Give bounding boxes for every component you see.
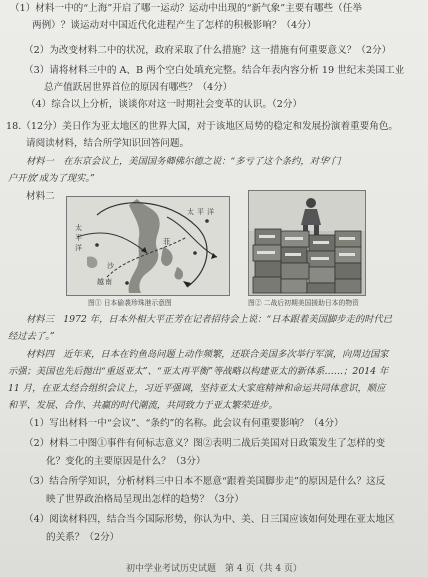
map-label: 太	[187, 208, 194, 216]
text-line: 18.（12分）美日作为亚太地区的世界大国，对于该地区局势的稳定和发展扮演着重要角色。	[6, 121, 399, 132]
text-line: （4）阅读材料四，结合当今国际形势，你认为中、美、日三国应该如何处理在亚太地区	[24, 514, 395, 525]
text-line: 户开放’成为了现实。”	[8, 173, 95, 184]
page-footer: 初中学业考试历史试题 第 4 页（共 4 页）	[126, 564, 302, 574]
text-line: （3）请将材料三中的 A、B 两个空白处填充完整。结合年表内容分析 19 世纪末美国工业	[24, 65, 405, 76]
text-line: （3）结合所学知识，分析材料三中日本不愿意“跟着美国脚步走”的原因是什么？这反	[24, 476, 386, 487]
map-label: 洋	[207, 208, 214, 216]
text-line: 的关系？（2分）	[46, 532, 120, 543]
figure-2-caption: 图② 二战后初期美国援助日本的物资	[248, 299, 359, 307]
text-line: 材料三 1972 年，日本外相大平正芳在记者招待会上说：“日本跟着美国脚步走的时代已	[26, 314, 393, 325]
map-label: 平	[197, 208, 204, 216]
text-line: 示强；美国也先后抛出“重返亚太”、“亚太再平衡”等战略以构建亚太的新体系……；2014 年	[8, 366, 389, 377]
text-line: （2）材料二中图①事件有何标志意义？图②表明二战后美国对日政策发生了怎样的变	[24, 438, 386, 449]
text-line: 映了世界政治格局呈现出怎样的趋势？（3分）	[46, 494, 244, 505]
map-label: 菲	[163, 238, 170, 246]
text-line: 材料四 近年来，日本在钓鱼岛问题上动作频繁，还联合美国多次举行军演，向周边国家	[26, 349, 389, 360]
figure-2-photo	[248, 190, 366, 296]
map-illustration	[67, 197, 229, 295]
text-line: （4）综合以上分析，谈谈你对这一时期社会变革的认识。（2分）	[26, 99, 303, 110]
map-label: 平	[75, 234, 82, 242]
text-line: 和平、发展、合作、共赢的时代潮流，共同致力于亚太繁荣进步。	[8, 400, 278, 411]
text-line: 材料一 在东京会议上，美国国务卿佛尔德之说：“多亏了这个条约，对华‘门	[26, 156, 341, 167]
map-label: 越	[97, 278, 104, 286]
text-line: 化？变化的主要原因是什么？（3分）	[46, 456, 206, 467]
text-line: 请阅读材料，结合所学知识回答问题。	[26, 138, 190, 149]
map-label: 洋	[75, 244, 82, 252]
map-label: 南	[105, 278, 112, 286]
figure-1-map	[66, 196, 230, 296]
photo-illustration	[249, 191, 365, 295]
map-label: 太	[75, 224, 82, 232]
text-line: （1）写出材料一中“会议”、“条约”的名称。此会议有何重要影响？（4分）	[24, 418, 344, 429]
text-line: 经过去了。”	[8, 331, 55, 342]
text-line: （1）材料一中的“上海”开启了哪一运动？运动中出现的“新气象”主要有哪些（任举	[10, 3, 362, 14]
text-line: 两例）？谈运动对中国近代化进程产生了怎样的积极影响？（4分）	[32, 20, 317, 31]
figure-1-caption: 图① 日本偷袭珍珠港示意图	[88, 299, 172, 307]
map-label: 沙	[107, 262, 114, 270]
text-line: 材料二	[26, 191, 55, 202]
text-line: 总产值跃居世界首位的原因有哪些？（4分）	[44, 82, 233, 93]
text-line: 11 月，在亚太经合组织会议上，习近平强调，坚持亚太大家庭精神和命运共同体意识，顺应	[8, 383, 386, 394]
text-line: （2）为改变材料二中的状况，政府采取了什么措施？这一措施有何重要意义？（2分）	[24, 45, 392, 56]
